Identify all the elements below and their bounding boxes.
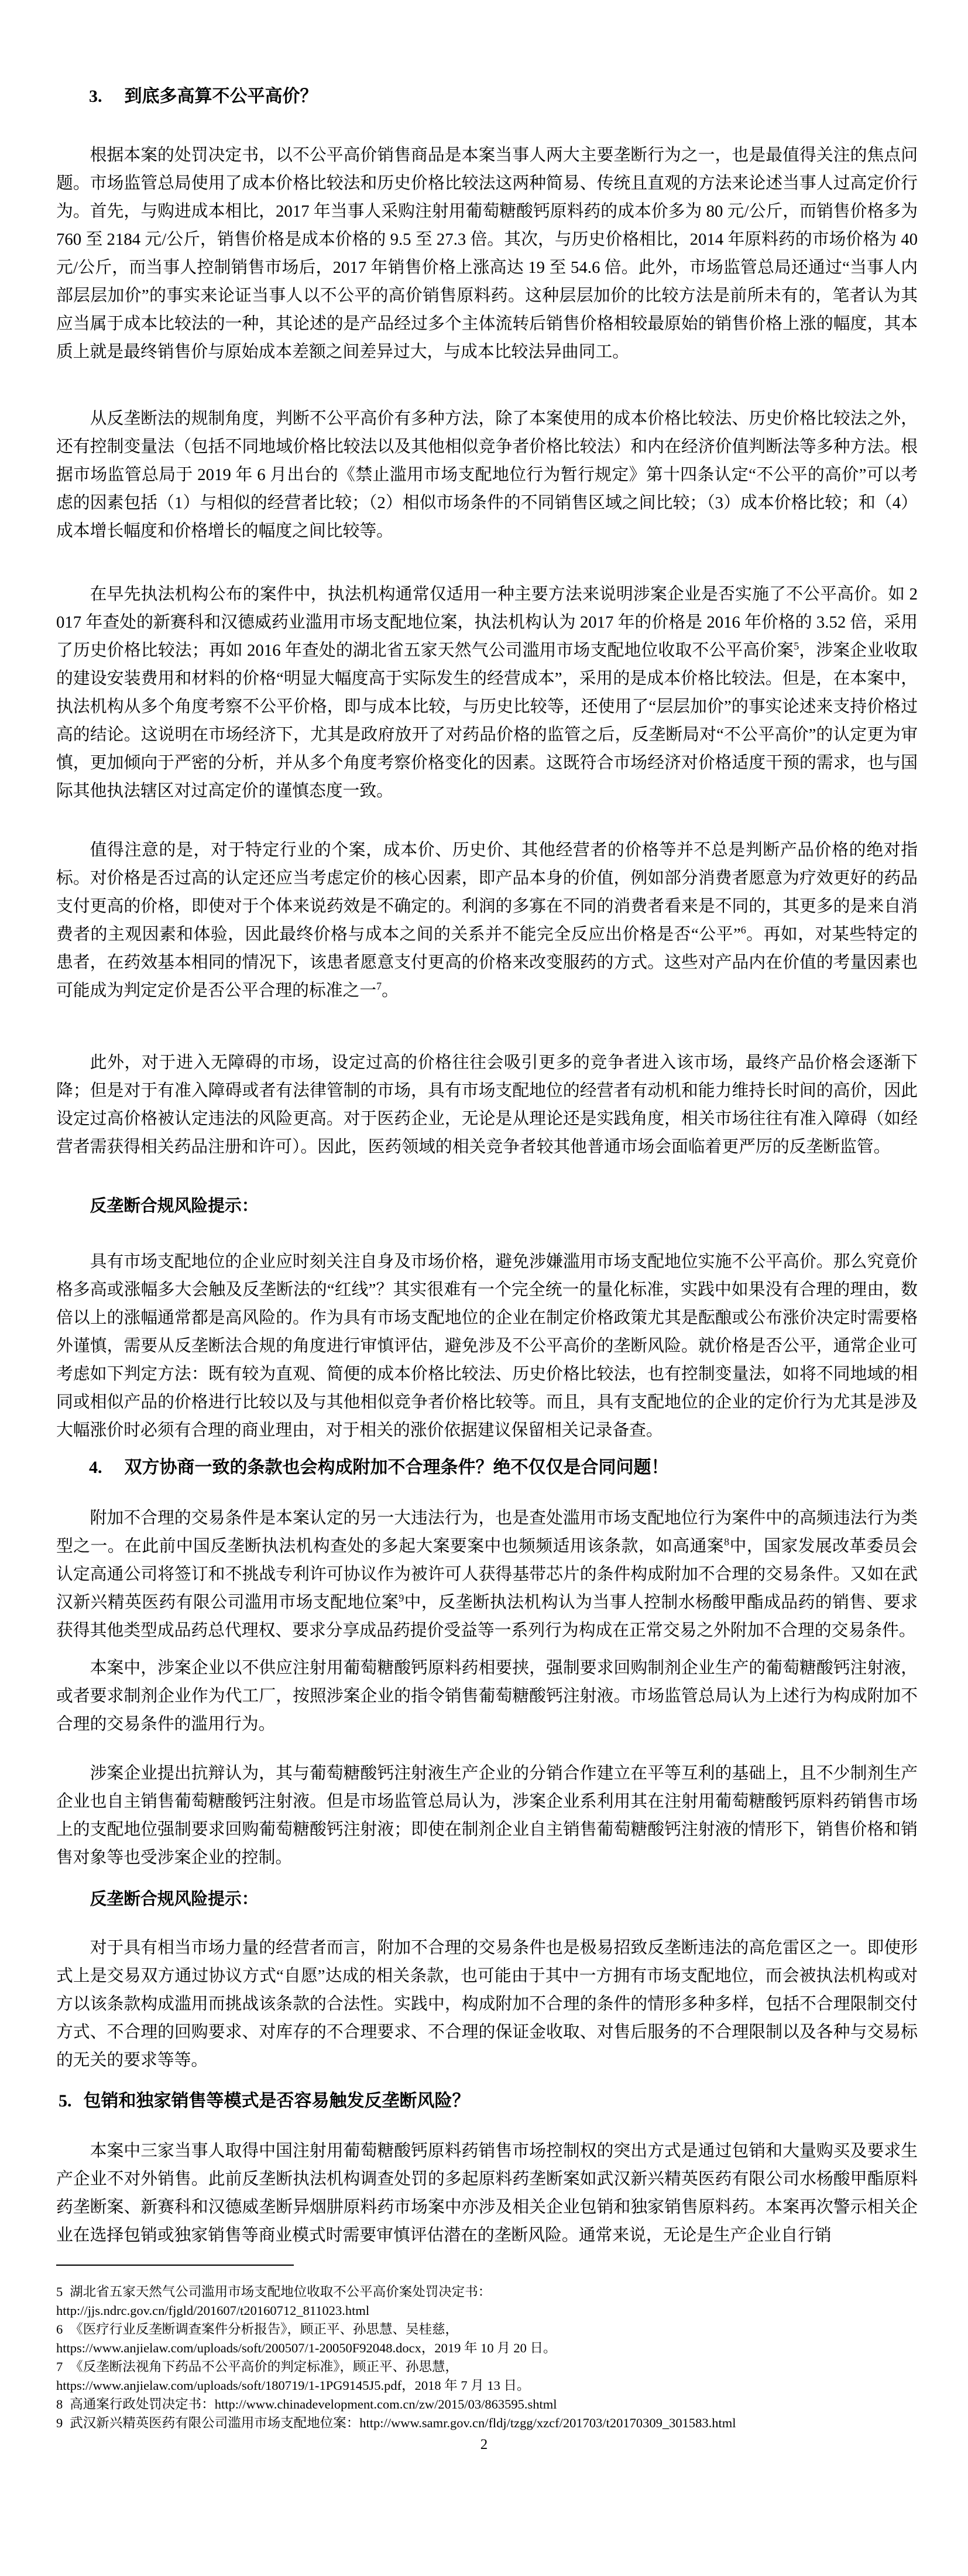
paragraph-text: 。 [382, 981, 399, 1000]
paragraph-value-factors [56, 836, 918, 1005]
section-3-number: 3. [89, 87, 102, 106]
footnote-ref-7: 7 [376, 980, 382, 992]
paragraph-risk-tip-conditions: 对于具有相当市场力量的经营者而言，附加不合理的交易条件也是极易招致反垄断违法的高危雷区之一。即使形式上是交易双方通过协议方式“自愿”达成的相关条款，也可能由于其中一方拥有市场支配地位，而会被执法机构或对方以该条款构成滥用而挑战该条款的合法性。实践中，构成附加不合理的条件的情形多种多样，包括不合理限制交付方式、不合理的回购要求、对库存的不合理要求、不合理的保证金收取、对售后服务的不合理限制以及各种与交易标的无关的要求等等。 [56, 1938, 918, 2070]
footnote-ref-6: 6 [740, 924, 746, 936]
footnote-line-6 [56, 2320, 918, 2339]
paragraph-case-buyback: 本案中，涉案企业以不供应注射用葡萄糖酸钙原料药相要挟，强制要求回购制剂企业生产的葡萄糖酸钙注射液，或者要求制剂企业作为代工厂，按照涉案企业的指令销售葡萄糖酸钙注射液。市场监管总局认为上述行为构成附加不合理的交易条件的滥用行为。 [56, 1659, 918, 1734]
footnote-url: https://www.anjielaw.com/uploads/soft/180719/1-1PG9145J5.pdf，2018 年 7 月 13 日。 [56, 2378, 530, 2393]
section-4-title: 双方协商一致的条款也会构成附加不合理条件？绝不仅仅是合同问题！ [124, 1458, 669, 1477]
paragraph-text: 中，反垄断执法机构认为当事人控制水杨酸甲酯成品药的销售、要求获得其他类型成品药总代理权、要求分享成品药提价受益等一系列行为构成在正常交易之外附加不合理的交易条件。 [56, 1593, 918, 1640]
footnote-text: 《反垄断法视角下药品不公平高价的判定标准》，顾正平、孙思慧， [70, 2359, 459, 2374]
paragraph-risk-tip-pricing: 具有市场支配地位的企业应时刻关注自身及市场价格，避免涉嫌滥用市场支配地位实施不公平高价。那么究竟价格多高或涨幅多大会触及反垄断法的“红线”？其实很难有一个完全统一的量化标准，实践中如果没有合理的理由，数倍以上的涨幅通常都是高风险的。作为具有市场支配地位的企业在制定价格政策尤其是酝酿或公布涨价决定时需要格外谨慎，需要从反垄断法合规的角度进行审慎评估，避免涉及不公平高价的垄断风险。就价格是否公平，通常企业可考虑如下判定方法：既有较为直观、简便的成本价格比较法、历史价格比较法，也有控制变量法，如将不同地域的相同或相似产品的价格进行比较以及与其他相似竞争者价格比较等。而且，具有支配地位的企业的定价行为尤其是涉及大幅涨价时必须有合理的商业理由，对于相关的涨价依据建议保留相关记录备查。 [56, 1252, 918, 1440]
footnote-ref-5: 5 [794, 640, 799, 652]
footnote-ref-9: 9 [399, 1592, 404, 1604]
footnote-line-6-url [56, 2339, 918, 2358]
section-heading-5 [56, 2089, 918, 2113]
section-heading-4 [56, 1455, 918, 1480]
risk-tip-heading-1: 反垄断合规风险提示： [90, 1197, 259, 1215]
footnote-url: https://www.anjielaw.com/uploads/soft/200507/1-20050F92048.docx，2019 年 10 月 20 日。 [56, 2341, 557, 2355]
risk-tip-heading-2: 反垄断合规风险提示： [90, 1890, 259, 1909]
footnote-marker: 5 [56, 2284, 63, 2299]
paragraph-earlier-cases [56, 580, 918, 805]
section-4-number: 4. [89, 1458, 102, 1477]
footnote-lines [56, 2283, 918, 2433]
paragraph-exclusive-sales: 本案中三家当事人取得中国注射用葡萄糖酸钙原料药销售市场控制权的突出方式是通过包销和大量购买及要求生产企业不对外销售。此前反垄断执法机构调查处罚的多起原料药垄断案如武汉新兴精英医药有限公司水杨酸甲酯原料药垄断案、新赛科和汉德威垄断异烟肼原料药市场案中亦涉及相关企业包销和独家销售原料药。本案再次警示相关企业在选择包销或独家销售等商业模式时需要审慎评估潜在的垄断风险。通常来说，无论是生产企业自行销 [56, 2142, 918, 2245]
section-5-number: 5. [59, 2091, 72, 2111]
paragraph-defense-argument: 涉案企业提出抗辩认为，其与葡萄糖酸钙注射液生产企业的分销合作建立在平等互利的基础上，且不少制剂生产企业也自主销售葡萄糖酸钙注射液。但是市场监管总局认为，涉案企业系利用其在注射用葡萄糖酸钙原料药销售市场上的支配地位强制要求回购葡萄糖酸钙注射液；即使在制剂企业自主销售葡萄糖酸钙注射液的情形下，销售价格和销售对象等也受涉案企业的控制。 [56, 1764, 918, 1867]
paragraph-text: 值得注意的是，对于特定行业的个案，成本价、历史价、其他经营者的价格等并不总是判断产品价格的绝对指标。对价格是否过高的认定还应当考虑定价的核心因素，即产品本身的价值，例如部分消费者愿意为疗效更好的药品支付更高的价格，即使对于个体来说药效是不确定的。利润的多寡在不同的消费者看来是不同的，其更多的是来自消费者的主观因素和体验，因此最终价格与成本之间的关系并不能完全反应出价格是否“公平” [56, 841, 918, 944]
footnote-url: http://jjs.ndrc.gov.cn/fjgld/201607/t20160712_811023.html [56, 2303, 370, 2318]
footnote-marker: 8 [56, 2397, 63, 2411]
paragraph-text: 附加不合理的交易条件是本案认定的另一大违法行为，也是查处滥用市场支配地位行为案件中的高频违法行为类型之一。在此前中国反垄断执法机构查处的多起大案要案中也频频适用该条款，如高通案 [56, 1509, 918, 1556]
footnote-marker: 7 [56, 2359, 63, 2374]
footnote-ref-8: 8 [724, 1536, 730, 1548]
paragraph-market-barriers: 此外，对于进入无障碍的市场，设定过高的价格往往会吸引更多的竞争者进入该市场，最终产品价格会逐渐下降；但是对于有准入障碍或者有法律管制的市场，具有市场支配地位的经营者有动机和能力维持长时间的高价，因此设定过高价格被认定违法的风险更高。对于医药企业，无论是从理论还是实践角度，相关市场往往有准入障碍（如经营者需获得相关药品注册和许可）。因此，医药领域的相关竞争者较其他普通市场会面临着更严厉的反垄断监管。 [56, 1053, 918, 1156]
section-5-title: 包销和独家销售等模式是否容易触发反垄断风险？ [83, 2091, 470, 2111]
footnote-line-9 [56, 2414, 918, 2433]
page-number: 2 [480, 2437, 488, 2452]
footnote-line-7-url [56, 2376, 918, 2395]
footnote-marker: 9 [56, 2416, 63, 2430]
footnote-text: 《医疗行业反垄断调查案件分析报告》，顾正平、孙思慧、吴桂慈， [70, 2322, 459, 2337]
paragraph-assessment-methods: 从反垄断法的规制角度，判断不公平高价有多种方法，除了本案使用的成本价格比较法、历史价格比较法之外，还有控制变量法（包括不同地域价格比较法以及其他相似竞争者价格比较法）和内在经济价值判断法等多种方法。根据市场监管总局于 2019 年 6 月出台的《禁止滥用市场支配地位行为暂行规定》第十四条认定“不公平的高价”可以考虑的因素包括（1）与相似的经营者比较；（2）相似市场条件的不同销售区域之间比较；（3）成本价格比较；和（4）成本增长幅度和价格增长的幅度之间比较等。 [56, 409, 918, 540]
section-3-title: 到底多高算不公平高价？ [124, 87, 318, 106]
footnote-text: 湖北省五家天然气公司滥用市场支配地位收取不公平高价案处罚决定书： [70, 2284, 492, 2299]
footnote-line-8 [56, 2395, 918, 2414]
footnote-line-7 [56, 2358, 918, 2376]
paragraph-text: 。再如，对某些特定的患者，在药效基本相同的情况下，该患者愿意支付更高的价格来改变服药的方式。这些对产品内在价值的考量因素也可能成为判定定价是否公平合理的标准之一 [56, 925, 918, 1000]
page-body [0, 84, 968, 2249]
footnote-text: 武汉新兴精英医药有限公司滥用市场支配地位案：http://www.samr.gov.cn/fldj/tzgg/xzcf/201703/t20170309_301583.html [70, 2416, 736, 2430]
footnote-text: 高通案行政处罚决定书：http://www.chinadevelopment.com.cn/zw/2015/03/863595.shtml [70, 2397, 557, 2411]
paragraph-text: 在早先执法机构公布的案件中，执法机构通常仅适用一种主要方法来说明涉案企业是否实施了不公平高价。如 2017 年查处的新赛科和汉德威药业滥用市场支配地位案，执法机构认为 2017 年的价格是 2016 年价格的 3.52 倍，采用了历史价格比较法；再如 2016 年查处的湖北省五家天然气公司滥用市场支配地位收取不公平高价案 [56, 585, 918, 660]
footnote-separator [56, 2265, 294, 2266]
section-heading-3 [56, 84, 918, 109]
footnote-line-5-url [56, 2301, 918, 2320]
paragraph-unfair-price-decision: 根据本案的处罚决定书，以不公平高价销售商品是本案当事人两大主要垄断行为之一，也是最值得关注的焦点问题。市场监管总局使用了成本价格比较法和历史价格比较法这两种简易、传统且直观的方法来论述当事人过高定价行为。首先，与购进成本相比，2017 年当事人采购注射用葡萄糖酸钙原料药的成本价多为 80 元/公斤，而销售价格多为 760 至 2184 元/公斤，销售价格是成本价格的 9.5 至 27.3 倍。其次，与历史价格相比，2014 年原料药的市场价格为 40 元/公斤，而当事人控制销售市场后，2017 年销售价格上涨高达 19 至 54.6 倍。此外，市场监管总局还通过“当事人内部层层加价”的事实来论证当事人以不公平的高价销售原料药。这种层层加价的比较方法是前所未有的，笔者认为其应当属于成本比较法的一种，其论述的是产品经过多个主体流转后销售价格相较最原始的销售价格上涨的幅度，其本质上就是最终销售价与原始成本差额之间差异过大，与成本比较法异曲同工。 [56, 146, 918, 361]
paragraph-text: 中，国家发展改革委员会认定高通公司将签订和不挑战专利许可协议作为被许可人获得基带芯片的条件构成附加不合理的交易条件。又如在武汉新兴精英医药有限公司滥用市场支配地位案 [56, 1537, 918, 1612]
paragraph-unreasonable-conditions [56, 1504, 918, 1645]
footnote-line-5 [56, 2283, 918, 2301]
footnotes-section [0, 2265, 968, 2433]
paragraph-text: ，涉案企业收取的建设安装费用和材料的价格“明显大幅度高于实际发生的经营成本”，采用的是成本价格比较法。但是，在本案中，执法机构从多个角度考察不公平价格，即与成本比较，与历史比较等，还使用了“层层加价”的事实论述来支持价格过高的结论。这说明在市场经济下，尤其是政府放开了对药品价格的监管之后，反垄断局对“不公平高价”的认定更为审慎，更加倾向于严密的分析，并从多个角度考察价格变化的因素。这既符合市场经济对价格适度干预的需求，也与国际其他执法辖区对过高定价的谨慎态度一致。 [56, 641, 918, 800]
footnote-marker: 6 [56, 2322, 63, 2337]
